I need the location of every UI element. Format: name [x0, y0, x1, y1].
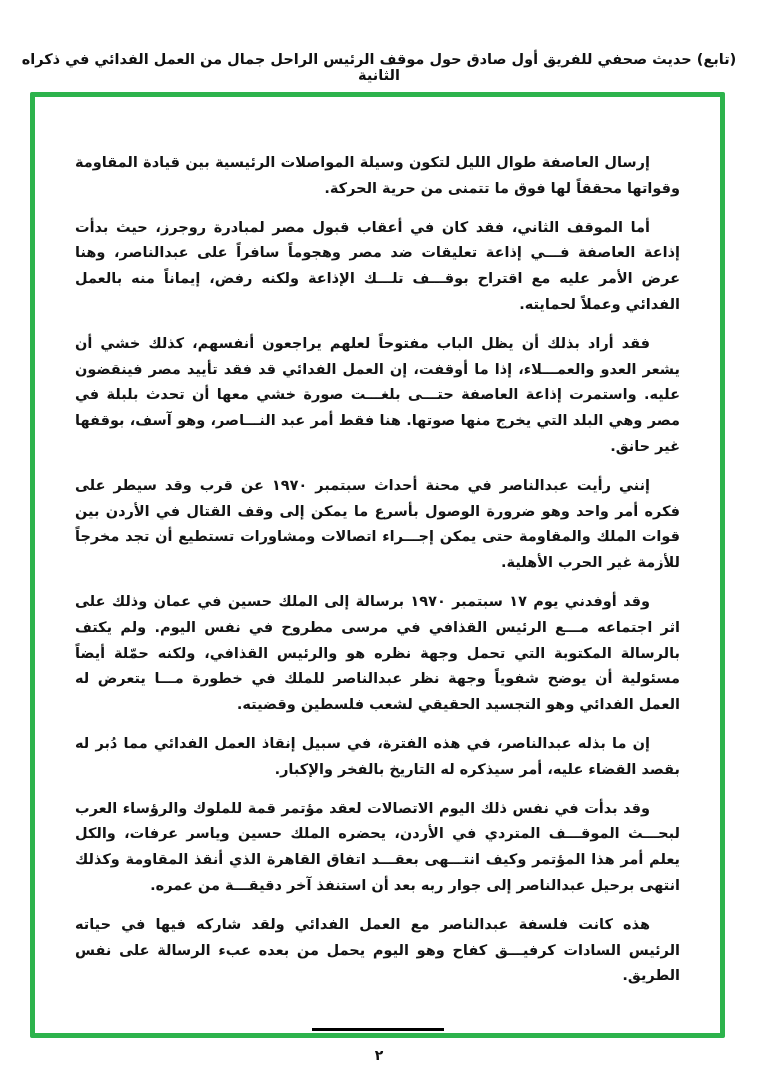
paragraph: أما الموقف الثاني، فقد كان في أعقاب قبول مصر لمبادرة روجرز، حيث بدأت إذاعة العاصفة فـــي إذاعة تعليقات ضد مصر وهجوماً سافراً على عبدالناصر، وهنا عرض الأمر عليه مع اقتراح بوقـــف تلـــك الإذاعة ولكنه رفض، إيماناً منه بالعمل الفدائي وعملاً لحمايته. — [75, 219, 680, 313]
section-divider — [312, 1028, 444, 1031]
document-body — [35, 97, 720, 990]
paragraph: هذه كانت فلسفة عبدالناصر مع العمل الفدائي ولقد شاركه فيها في حياته الرئيس السادات كرفيـــق كفاح وهو اليوم يحمل من بعده عبء الرسالة على نفس الطريق. — [75, 916, 680, 985]
paragraph: إن ما بذله عبدالناصر، في هذه الفترة، في سبيل إنقاذ العمل الفدائي مما دُبر له بقصد القضاء عليه، أمر سيذكره له التاريخ بالفخر والإكبار. — [75, 735, 680, 778]
paragraph: وقد أوفدني يوم ١٧ سبتمبر ١٩٧٠ برسالة إلى الملك حسين في عمان وذلك على اثر اجتماعه مـــع الرئيس القذافي في مرسى مطروح في نفس اليوم. ولم يكتف بالرسالة المكتوبة التي تحمل وجهة نظره هو والرئيس القذافي، ولكنه حمّلة أيضاً مسئولية أن يوضح شفوياً وجهة نظر عبدالناصر للملك في خطورة مـــا يتعرض له العمل الفدائي وهو التجسيد الحقيقي لشعب فلسطين وقضيته. — [75, 593, 680, 714]
content-border-frame — [30, 92, 725, 1038]
page-number: ٢ — [374, 1048, 384, 1064]
page-title: (تابع) حديث صحفي للفريق أول صادق حول موقف الرئيس الراحل جمال من العمل الفدائي في ذكراه الثانية — [21, 52, 737, 84]
paragraph: فقد أراد بذلك أن يظل الباب مفتوحاً لعلهم يراجعون أنفسهم، كذلك خشي أن يشعر العدو والعمـــلاء، إذا ما أوقفت، إن العمل الفدائي قد فقد تأييد مصر فينقضون عليه. واستمرت إذاعة العاصفة حتـــى بلغـــت صورة خشي معها أن تحدث بلبلة في مصر وهي البلد التي يخرج منها صوتها. هنا فقط أمر عبد النـــاصر، وهو آسف، بوقفها غير حانق. — [75, 335, 680, 455]
paragraph: إنني رأيت عبدالناصر في محنة أحداث سبتمبر ١٩٧٠ عن قرب وقد سيطر على فكره أمر واحد وهو ضرورة الوصول بأسرع ما يمكن إلى وقف القتال في الأردن بين قوات الملك والمقاومة حتى يمكن إجـــراء اتصالات ومشاورات تستطيع أن تجد مخرجاً للأزمة غير الحرب الأهلية. — [75, 477, 680, 572]
paragraph: وقد بدأت في نفس ذلك اليوم الاتصالات لعقد مؤتمر قمة للملوك والرؤساء العرب لبحـــث الموقـــف المتردي في الأردن، يحضره الملك حسين وياسر عرفات، والكل يعلم أمر هذا المؤتمر وكيف انتـــهى بعقـــد اتفاق القاهرة الذي أنقذ المقاومة وكذلك انتهى برحيل عبدالناصر إلى جوار ربه بعد أن استنفذ آخر دقيقـــة من عمره. — [75, 800, 680, 894]
paragraph: إرسال العاصفة طوال الليل لتكون وسيلة المواصلات الرئيسية بين قيادة المقاومة وقواتها محققاً لها فوق ما تتمنى من حرية الحركة. — [75, 155, 680, 197]
